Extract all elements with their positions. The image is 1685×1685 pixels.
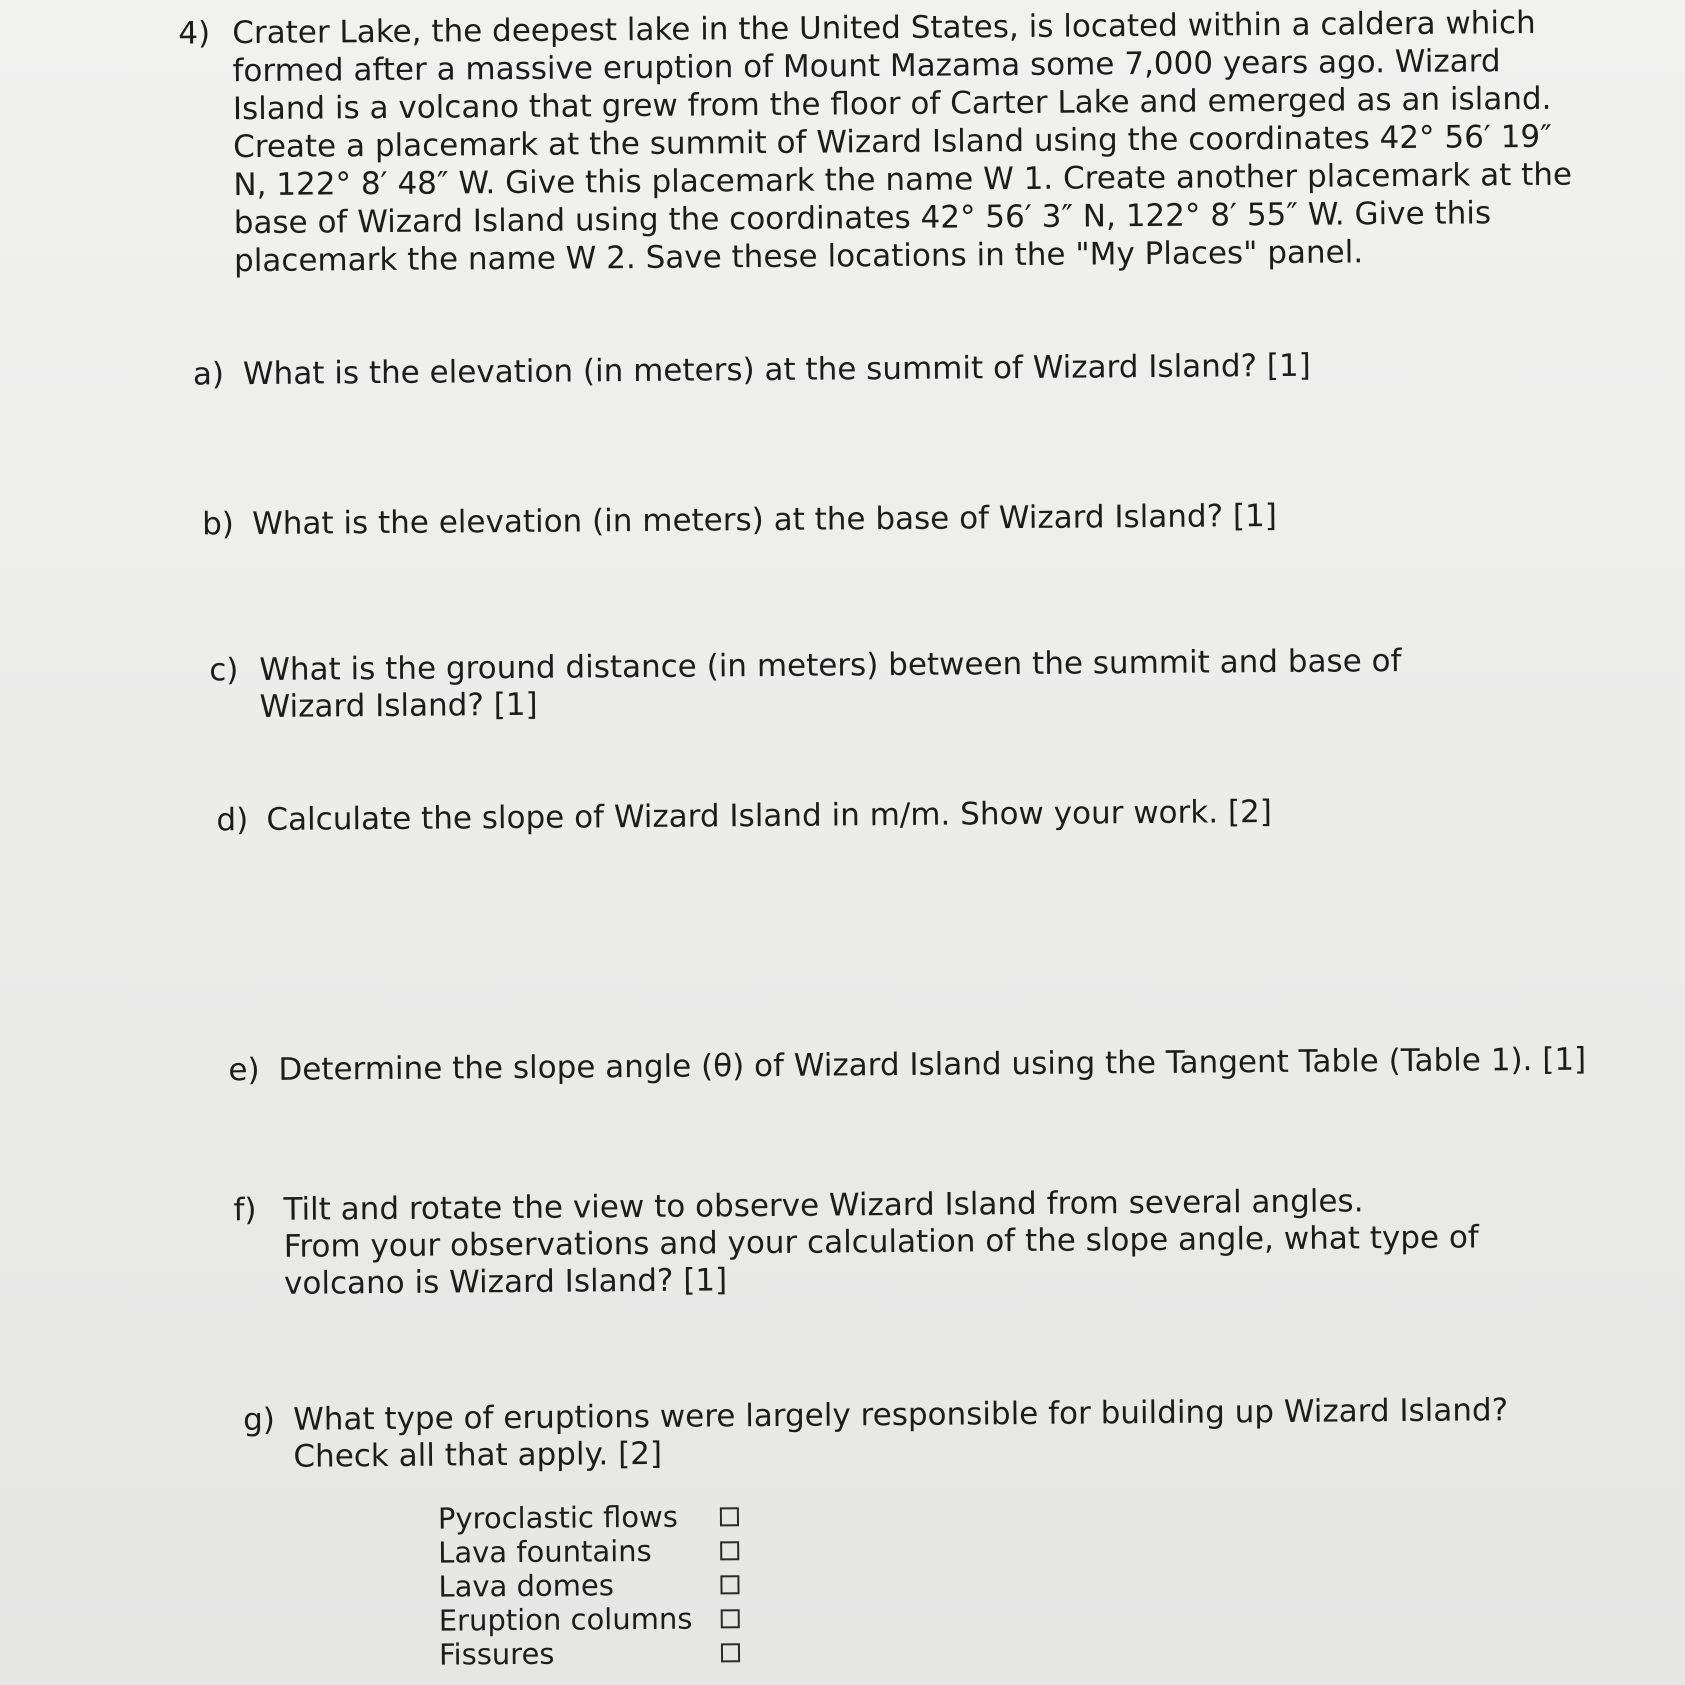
option-checkbox[interactable] bbox=[720, 1541, 739, 1560]
option-row bbox=[438, 1567, 739, 1603]
option-row bbox=[439, 1635, 740, 1671]
part-c-letter: c) bbox=[209, 652, 239, 689]
part-g bbox=[243, 1392, 1524, 1476]
option-row bbox=[438, 1533, 739, 1569]
part-a-letter: a) bbox=[192, 356, 225, 393]
part-e bbox=[228, 1041, 1628, 1089]
part-a-text: What is the elevation (in meters) at the summit of Wizard Island? [1] bbox=[242, 347, 1311, 393]
part-e-letter: e) bbox=[228, 1051, 260, 1089]
option-row bbox=[438, 1499, 739, 1535]
part-g-letter: g) bbox=[243, 1401, 276, 1439]
part-f bbox=[233, 1182, 1594, 1304]
part-c-text: What is the ground distance (in meters) between the summit and base of Wizard Island? [1] bbox=[259, 643, 1402, 725]
option-checkbox[interactable] bbox=[721, 1609, 740, 1628]
option-label: Fissures bbox=[438, 1636, 555, 1672]
option-checkbox[interactable] bbox=[721, 1643, 740, 1662]
option-row bbox=[439, 1601, 740, 1637]
option-checkbox[interactable] bbox=[720, 1575, 739, 1594]
question-number: 4) bbox=[178, 15, 211, 52]
part-e-text: Determine the slope angle (θ) of Wizard Island using the Tangent Table (Table 1). [1] bbox=[278, 1041, 1587, 1088]
part-d bbox=[216, 792, 1516, 839]
part-b-letter: b) bbox=[201, 506, 235, 543]
part-g-text: What type of eruptions were largely responsible for building up Wizard Island? Check all that apply. [2] bbox=[293, 1392, 1509, 1475]
part-d-text: Calculate the slope of Wizard Island in m/m. Show your work. [2] bbox=[266, 794, 1273, 838]
part-f-text-line1: Tilt and rotate the view to observe Wizard Island from several angles. bbox=[283, 1183, 1364, 1228]
part-b-text: What is the elevation (in meters) at the base of Wizard Island? [1] bbox=[251, 497, 1278, 543]
part-b bbox=[202, 496, 1502, 543]
part-c bbox=[209, 642, 1480, 726]
part-f-text-line2: From your observations and your calculation of the slope angle, what type of volcano is Wizard Island? [1] bbox=[283, 1219, 1479, 1302]
option-label: Lava domes bbox=[438, 1568, 615, 1604]
part-f-letter: f) bbox=[233, 1192, 257, 1229]
option-label: Pyroclastic flows bbox=[437, 1499, 679, 1536]
eruption-type-checklist bbox=[438, 1499, 740, 1671]
question-intro: Crater Lake, the deepest lake in the United States, is located within a caldera which formed after a massive eruption of Mount Mazama some 7,000 years ago. Wizard Island is a volcano that grew from the floor of Carter Lake and emerged as an island. Create a placemark at the summit of Wizard Island using the coordinates 42° 56′ 19″ N, 122° 8′ 48″ W. Give this placemark the name W 1. Create another placemark at the base of Wizard Island using the coordinates 42° 56′ 3″ N, 122° 8′ 55″ W. Give this placemark the name W 2. Save these locations in the "My Places" panel. bbox=[232, 4, 1573, 280]
option-label: Eruption columns bbox=[438, 1601, 693, 1638]
option-checkbox[interactable] bbox=[720, 1507, 739, 1526]
option-label: Lava fountains bbox=[438, 1533, 652, 1570]
part-a bbox=[193, 346, 1493, 393]
part-d-letter: d) bbox=[216, 802, 249, 839]
